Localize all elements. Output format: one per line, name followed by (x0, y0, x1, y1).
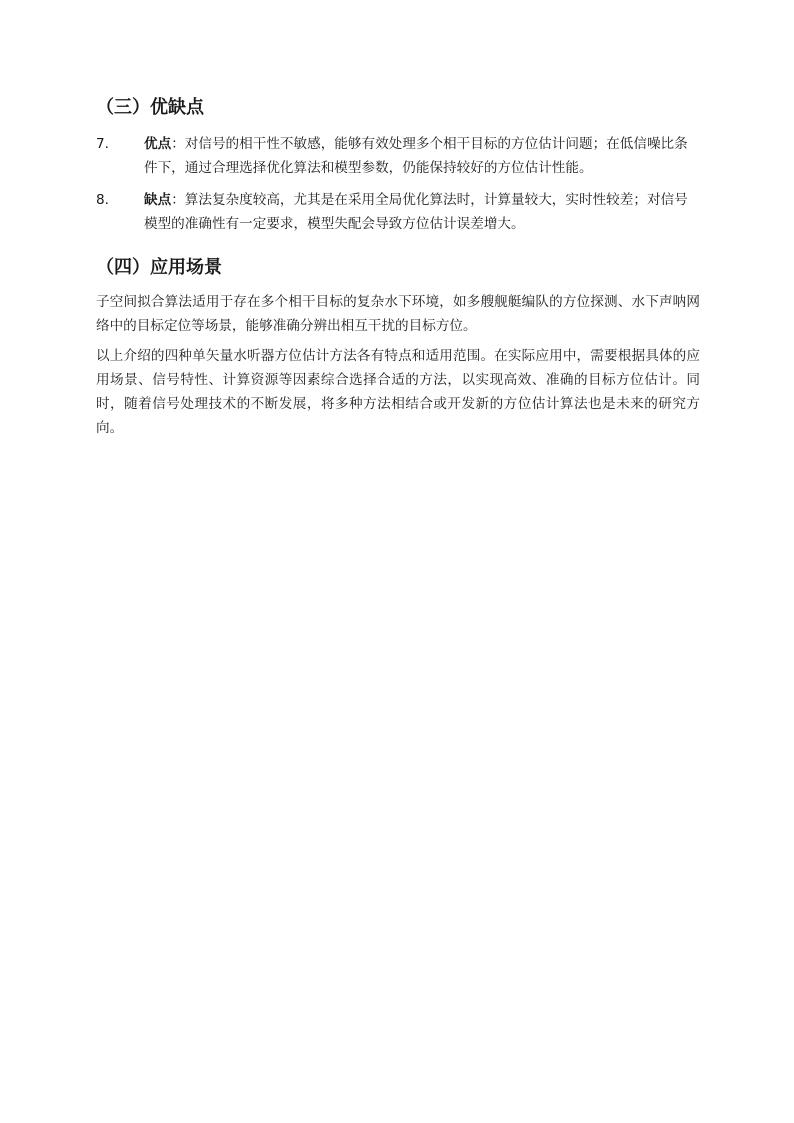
paragraph-applications: 子空间拟合算法适用于存在多个相干目标的复杂水下环境，如多艘舰艇编队的方位探测、水下声呐网络中的目标定位等场景，能够准确分辨出相互干扰的目标方位。 (96, 294, 700, 334)
list-item-text: 算法复杂度较高，尤其是在采用全局优化算法时，计算量较大，实时性较差；对信号模型的准确性有一定要求，模型失配会导致方位估计误差增大。 (144, 192, 688, 232)
section-heading-applications: （四）应用场景 (96, 257, 222, 278)
list-item-colon: ： (171, 136, 185, 152)
section-heading-pros-cons: （三）优缺点 (96, 97, 204, 118)
list-item-text: 对信号的相干性不敏感，能够有效处理多个相干目标的方位估计问题；在低信噪比条件下，通过合理选择优化算法和模型参数，仍能保持较好的方位估计性能。 (144, 136, 688, 176)
list-number: 7. (96, 136, 109, 152)
list-item-colon: ： (171, 192, 185, 208)
list-item-label: 优点 (144, 136, 172, 152)
document-body (96, 92, 700, 440)
paragraph-summary: 以上介绍的四种单矢量水听器方位估计方法各有特点和适用范围。在实际应用中，需要根据具体的应用场景、信号特性、计算资源等因素综合选择合适的方法，以实现高效、准确的目标方位估计。同时，随着信号处理技术的不断发展，将多种方法相结合或开发新的方位估计算法也是未来的研究方向。 (96, 348, 700, 436)
list-item-label: 缺点 (144, 192, 172, 208)
list-number: 8. (96, 192, 109, 208)
list-item-disadvantages (96, 188, 700, 236)
list-item-advantages (96, 132, 700, 180)
